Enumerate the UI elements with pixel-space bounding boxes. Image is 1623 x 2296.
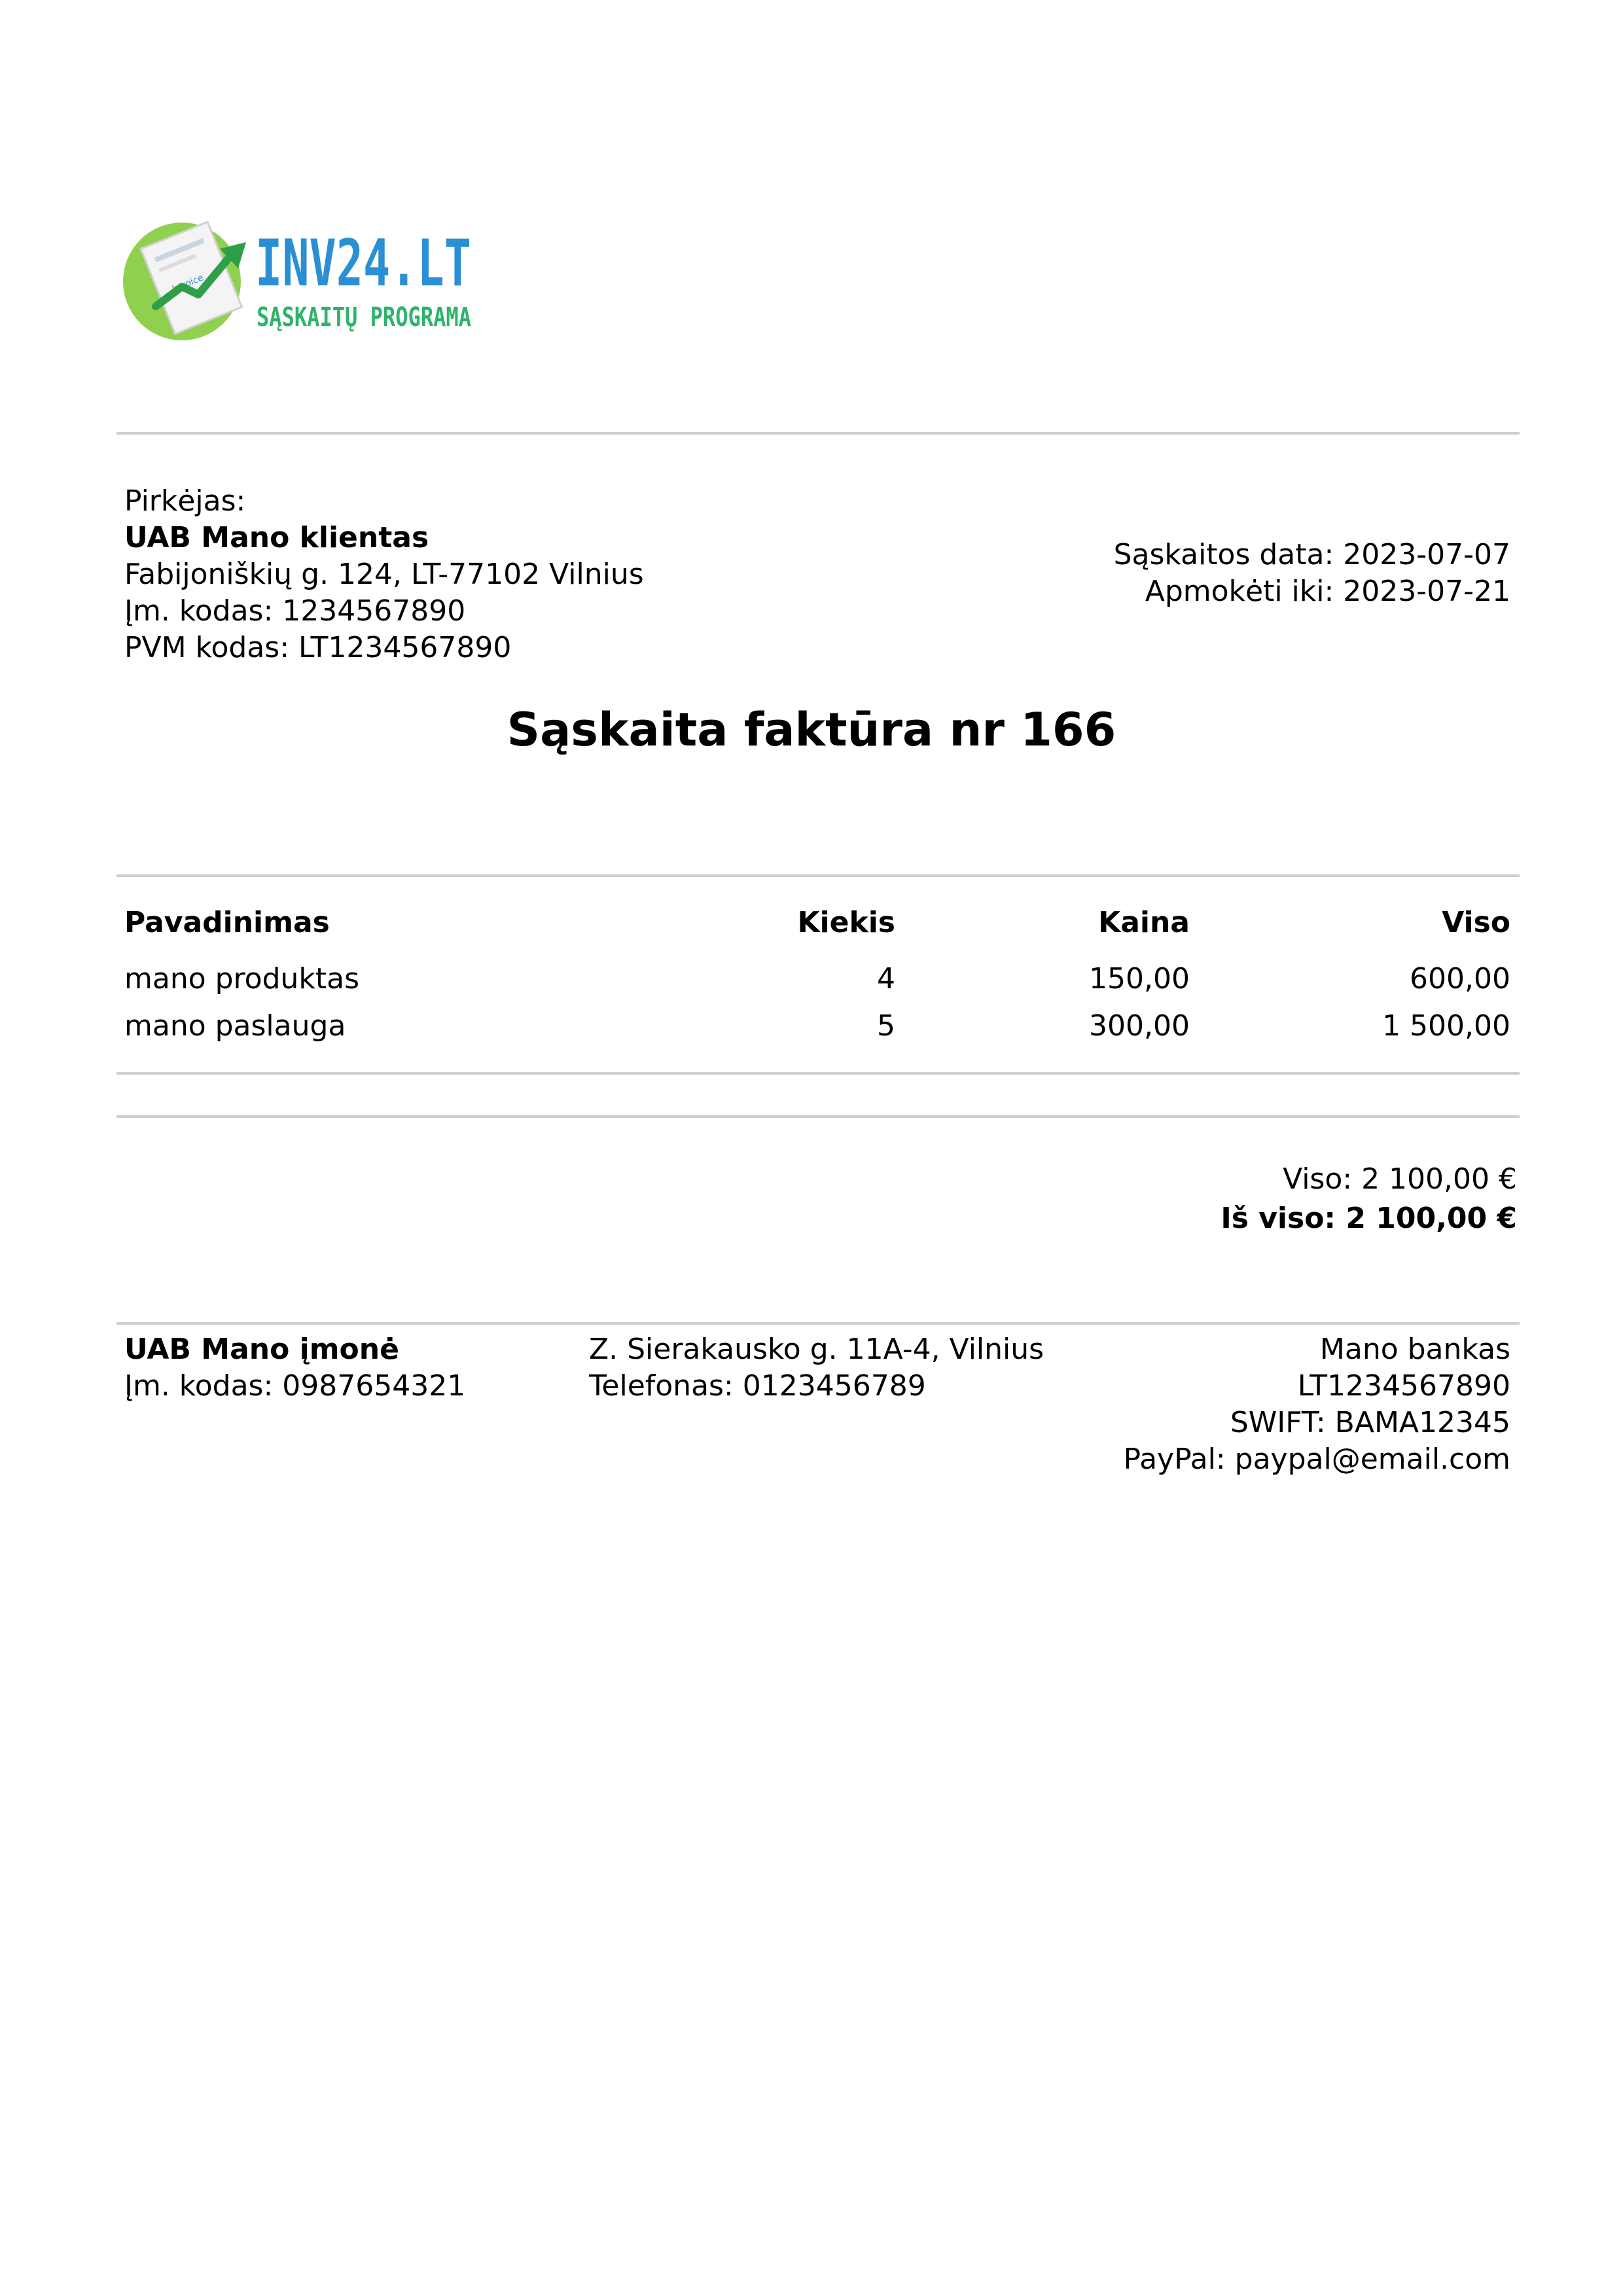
table-top-divider [116,874,1520,877]
header-quantity: Kiekis [797,906,895,939]
row-2-quantity: 5 [877,1009,895,1043]
logo-brand-text: INV24.LT [255,226,471,301]
logo-paper-label: Invoice [170,272,205,295]
buyer-company-code: Įm. kodas: 1234567890 [124,594,466,628]
seller-company-code: Įm. kodas: 0987654321 [124,1369,466,1403]
header-total: Viso [1442,906,1510,939]
header-price: Kaina [1098,906,1190,939]
grand-total: Iš viso: 2 100,00 € [1221,1202,1517,1235]
seller-account: LT1234567890 [1297,1369,1510,1403]
company-logo [116,208,483,346]
header-divider [116,432,1520,435]
seller-phone: Telefonas: 0123456789 [589,1369,926,1403]
row-1-name: mano produktas [124,962,360,996]
subtotal: Viso: 2 100,00 € [1283,1162,1517,1196]
logo-tagline-text: SĄSKAITŲ PROGRAMA [257,302,471,332]
seller-name: UAB Mano įmonė [124,1333,399,1366]
row-2-price: 300,00 [1089,1009,1190,1043]
row-1-total: 600,00 [1410,962,1510,996]
table-bottom-divider [116,1072,1520,1075]
seller-swift: SWIFT: BAMA12345 [1230,1406,1510,1439]
footer-divider [116,1322,1520,1325]
invoice-date: Sąskaitos data: 2023-07-07 [1113,538,1510,571]
row-2-name: mano paslauga [124,1009,346,1043]
row-1-quantity: 4 [877,962,895,996]
header-name: Pavadinimas [124,906,330,939]
buyer-label: Pirkėjas: [124,484,246,518]
seller-paypal: PayPal: paypal@email.com [1123,1443,1510,1476]
seller-address: Z. Sierakausko g. 11A-4, Vilnius [589,1333,1044,1366]
invoice-title: Sąskaita faktūra nr 166 [507,703,1116,757]
buyer-name: UAB Mano klientas [124,521,429,554]
due-date: Apmokėti iki: 2023-07-21 [1145,575,1510,608]
buyer-address: Fabijoniškių g. 124, LT-77102 Vilnius [124,558,644,591]
buyer-vat-code: PVM kodas: LT1234567890 [124,631,512,664]
totals-divider [116,1115,1520,1118]
row-2-total: 1 500,00 [1382,1009,1510,1043]
seller-bank: Mano bankas [1319,1333,1510,1366]
row-1-price: 150,00 [1089,962,1190,996]
